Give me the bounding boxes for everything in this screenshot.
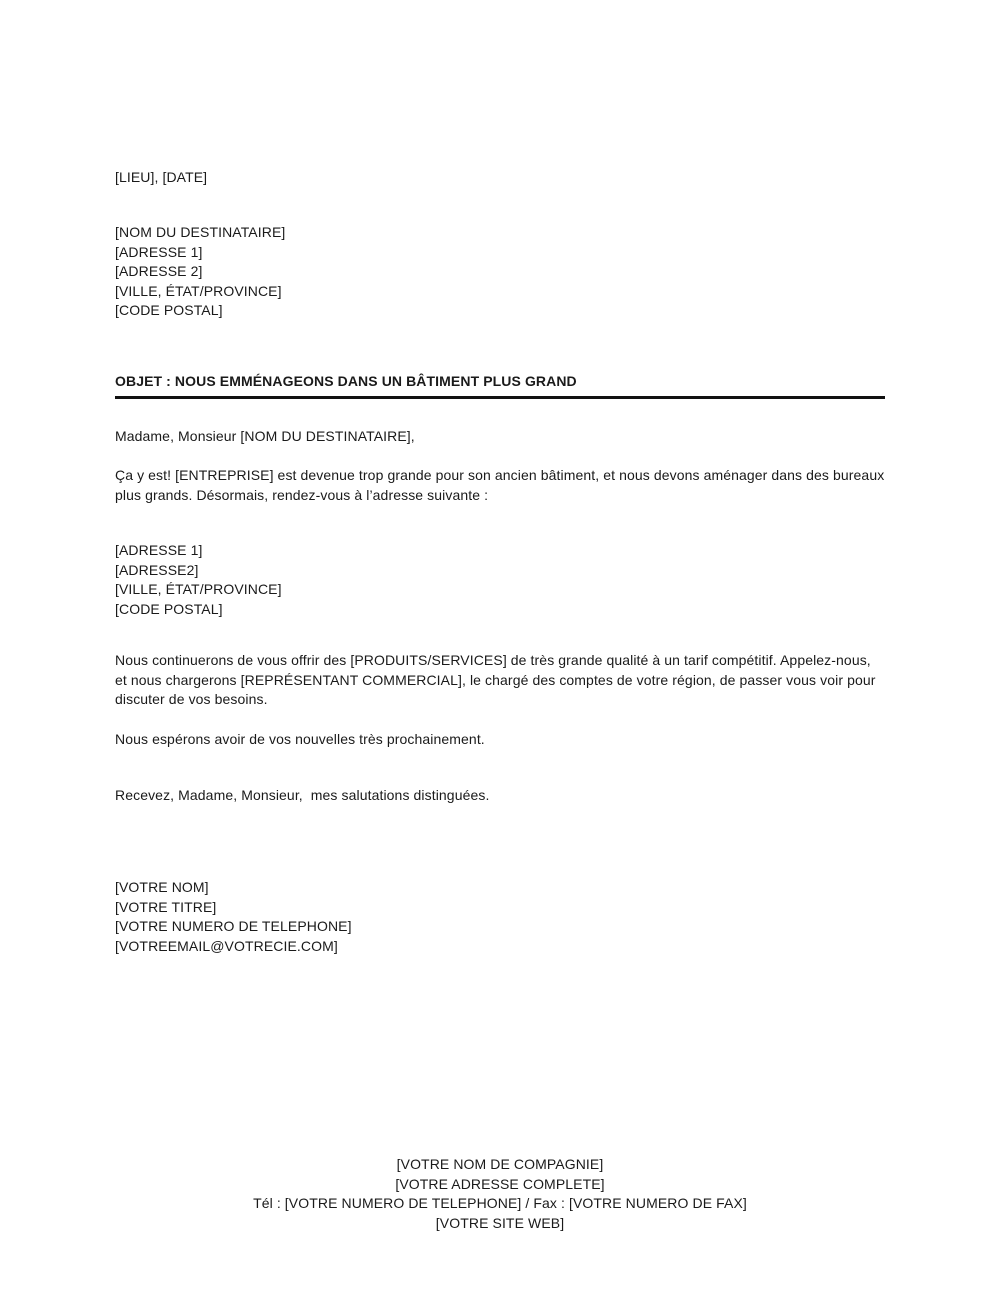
- new-address-postal-code: [CODE POSTAL]: [115, 600, 223, 617]
- company-footer: [0, 1155, 1000, 1233]
- signature-title: [VOTRE TITRE]: [115, 898, 217, 915]
- recipient-address-block: [115, 223, 885, 321]
- new-address-2: [ADRESSE2]: [115, 561, 199, 578]
- footer-website: [VOTRE SITE WEB]: [435, 1214, 565, 1231]
- recipient-address-2: [ADRESSE 2]: [115, 263, 203, 279]
- signature-email: [VOTREEMAIL@VOTRECIE.COM]: [115, 937, 338, 954]
- subject-underline-rule: [115, 396, 885, 399]
- signature-name: [VOTRE NOM]: [115, 879, 209, 895]
- signature-phone: [VOTRE NUMERO DE TELEPHONE]: [115, 918, 352, 934]
- recipient-postal-code: [CODE POSTAL]: [115, 302, 223, 318]
- date-line: [LIEU], [DATE]: [115, 169, 208, 185]
- greeting-line: Madame, Monsieur [NOM DU DESTINATAIRE],: [115, 428, 415, 444]
- recipient-city-state: [VILLE, ÉTAT/PROVINCE]: [115, 282, 282, 299]
- closing-line: Recevez, Madame, Monsieur, mes salutations distinguées.: [115, 787, 490, 803]
- new-address-block: [115, 541, 885, 619]
- new-address-city-state: [VILLE, ÉTAT/PROVINCE]: [115, 581, 282, 597]
- footer-company-address: [VOTRE ADRESSE COMPLETE]: [395, 1175, 605, 1192]
- new-address-1: [ADRESSE 1]: [115, 542, 203, 558]
- recipient-address-1: [ADRESSE 1]: [115, 243, 203, 260]
- body-paragraph-2: Nous continuerons de vous offrir des [PRODUITS/SERVICES] de très grande qualité à un tarif compétitif. Appelez-nous, et nous chargerons [REPRÉSENTANT COMMERCIAL], le chargé des comptes de votre région, de passer vous voir pour discuter de vos besoins.: [115, 652, 876, 707]
- body-paragraph-1: Ça y est! [ENTREPRISE] est devenue trop grande pour son ancien bâtiment, et nous devons aménager dans des bureaux plus grands. Désormais, rendez-vous à l’adresse suivante :: [115, 467, 885, 503]
- footer-company-name: [VOTRE NOM DE COMPAGNIE]: [396, 1156, 604, 1172]
- subject-line: OBJET : NOUS EMMÉNAGEONS DANS UN BÂTIMENT PLUS GRAND: [115, 373, 577, 389]
- body-paragraph-3: Nous espérons avoir de vos nouvelles très prochainement.: [115, 731, 485, 747]
- recipient-name: [NOM DU DESTINATAIRE]: [115, 224, 286, 240]
- footer-phone-fax: Tél : [VOTRE NUMERO DE TELEPHONE] / Fax : [VOTRE NUMERO DE FAX]: [253, 1195, 747, 1211]
- signature-block: [115, 878, 885, 956]
